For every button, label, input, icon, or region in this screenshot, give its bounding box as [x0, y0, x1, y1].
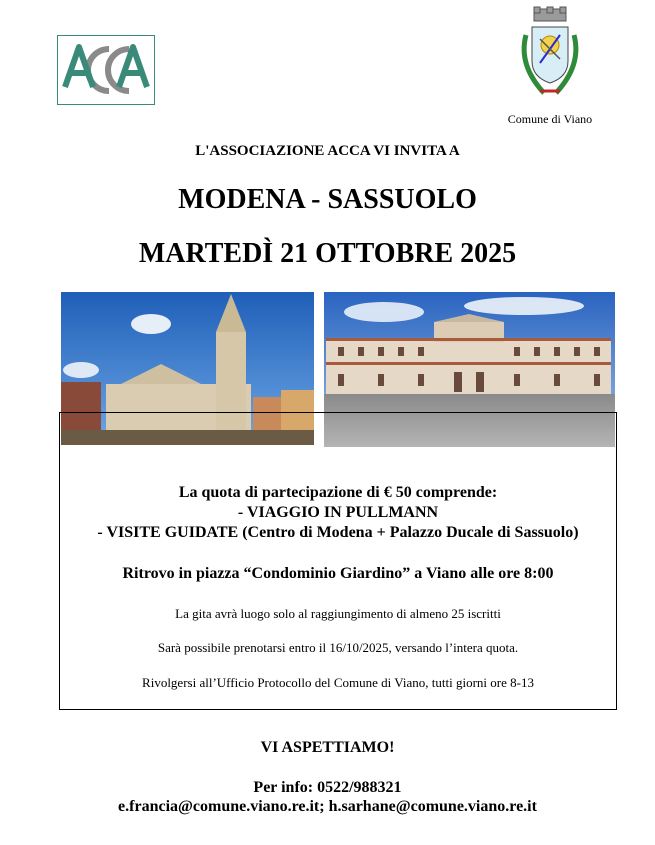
acca-logo: [57, 35, 155, 105]
quota-line: La quota di partecipazione di € 50 comprende:: [178, 484, 498, 501]
info-phone: Per info: 0522/988321: [253, 779, 402, 796]
quota-block: [60, 483, 616, 543]
comune-coat-of-arms: [510, 5, 590, 105]
note-minimum-participants: La gita avrà luogo solo al raggiungimento di almeno 25 iscritti: [175, 606, 501, 621]
info-emails: e.francia@comune.viano.re.it; h.sarhane@comune.viano.re.it: [118, 798, 537, 815]
closing-line: VI ASPETTIAMO!: [260, 739, 395, 756]
meeting-point: Ritrovo in piazza “Condominio Giardino” a Viano alle ore 8:00: [122, 565, 554, 582]
event-date: MARTEDÌ 21 OTTOBRE 2025: [138, 238, 517, 269]
destinations-title: MODENA - SASSUOLO: [178, 184, 477, 215]
invite-line: L'ASSOCIAZIONE ACCA VI INVITA A: [195, 143, 460, 159]
included-item-visits: - VISITE GUIDATE (Centro di Modena + Palazzo Ducale di Sassuolo): [97, 524, 579, 541]
included-item-travel: - VIAGGIO IN PULLMANN: [237, 504, 439, 521]
info-box: [59, 412, 617, 710]
comune-label: Comune di Viano: [507, 112, 593, 126]
note-contact-office: Rivolgersi all’Ufficio Protocollo del Comune di Viano, tutti giorni ore 8-13: [142, 675, 534, 690]
note-booking-deadline: Sarà possibile prenotarsi entro il 16/10/2025, versando l’intera quota.: [157, 640, 519, 655]
